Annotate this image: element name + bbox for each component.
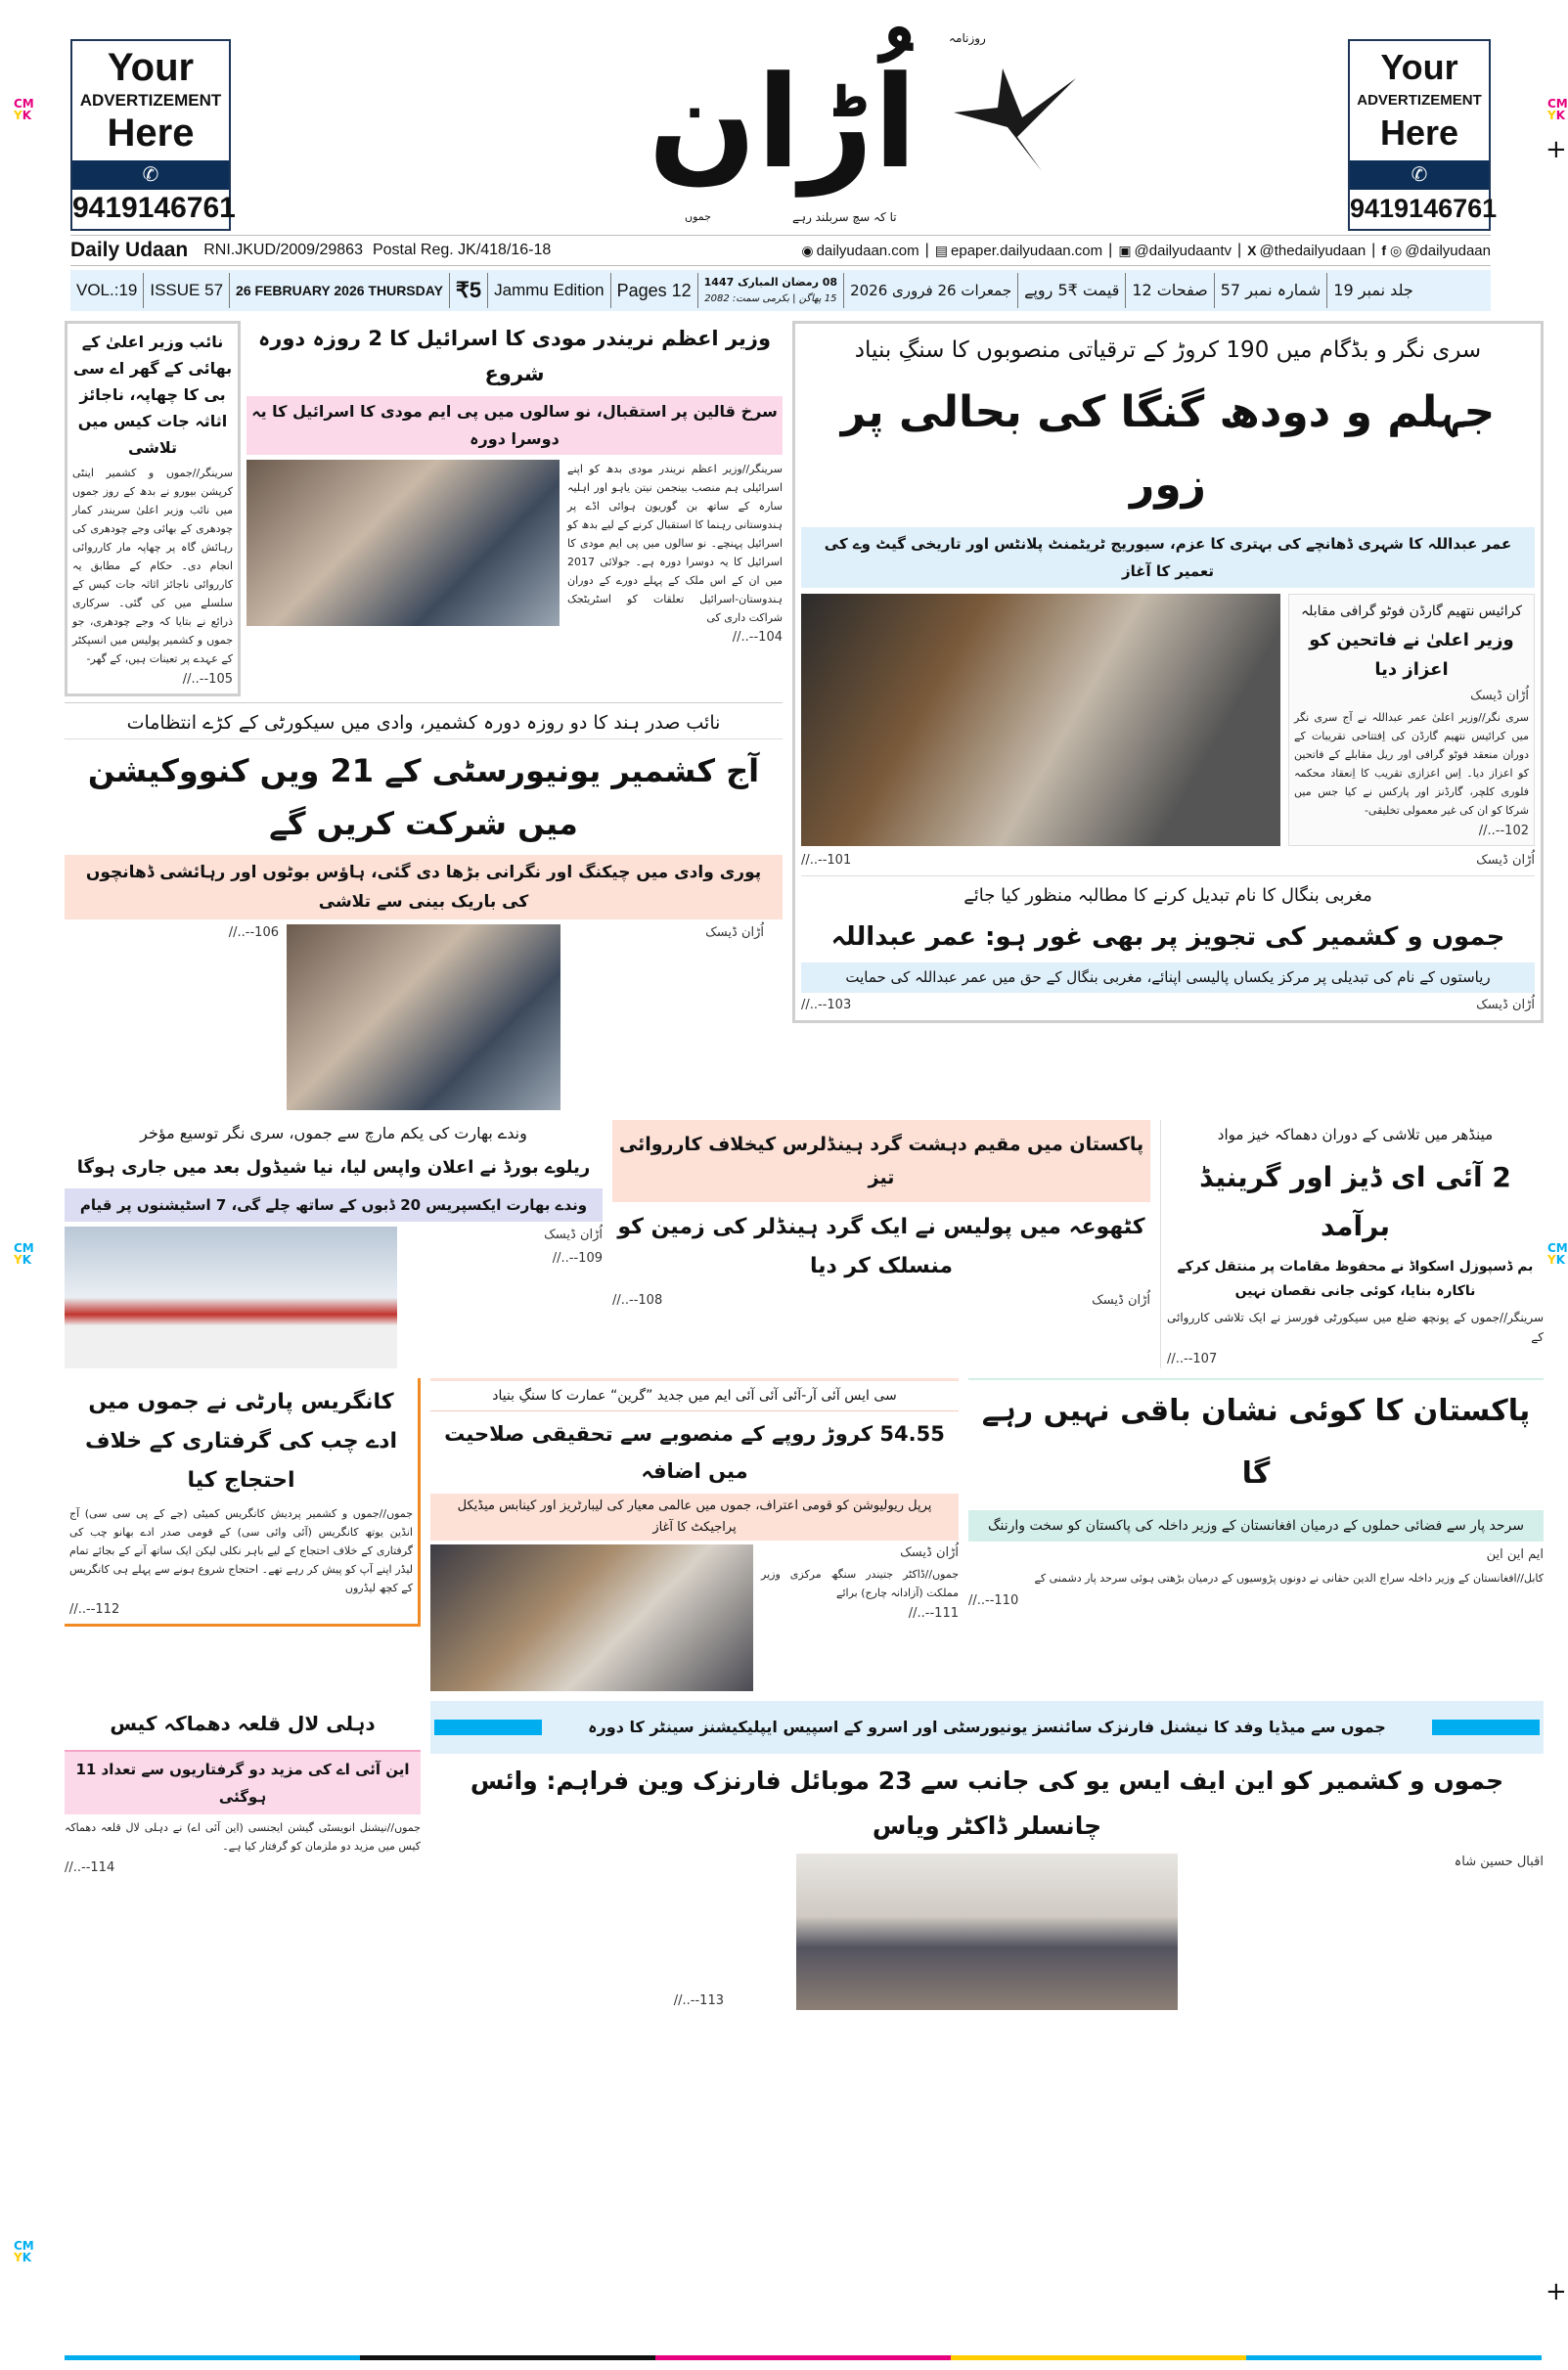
story-modi: [246, 321, 783, 647]
credit: ایم این این: [1486, 1547, 1544, 1562]
story-bengal: [801, 875, 1535, 1014]
credit: اُڑان ڈیسک: [705, 925, 764, 940]
story-ref: 105--..//: [182, 672, 233, 687]
subheadline: ریاستوں کے نام کی تبدیلی پر مرکز یکساں پالیسی اپنائے، مغربی بنگال کے حق میں عمر عبداللہ کی حمایت: [801, 962, 1535, 993]
lead-section: [792, 321, 1544, 1023]
website-link[interactable]: dailyudaan.com: [816, 242, 919, 259]
ad-phone: 9419146761: [1350, 194, 1498, 223]
crosshair-mark: +: [1546, 2277, 1567, 2306]
story-ref: 113--..//: [673, 1993, 724, 2008]
instagram-icon: ◎: [1389, 242, 1403, 258]
logo-text: اُڑان: [648, 48, 918, 197]
postal-reg: Postal Reg. JK/418/16-18: [372, 242, 552, 258]
story-body: جموں//نیشنل انویسٹی گیشن ایجنسی (این آئی اے) نے دہلی لال قلعہ دھماکہ کیس میں مزید دو ملزمان کو گرفتار کیا ہے۔: [65, 1821, 421, 1853]
subheadline: سرخ قالین پر استقبال، نو سالوں میں پی ایم مودی کا اسرائیل کا یہ دوسرا دورہ: [246, 396, 783, 455]
story-body: سرینگر//وزیر اعظم نریندر مودی بدھ کو اپنے اسرائیلی ہم منصب بینجمن نیتن یاہو اور اہلیہ سارہ کے ساتھ بن گوریون ہوائی اڈے پر ہندوستانی رہنما کا استقبال کرنے کے لیے بدھ کو اسرائیل پہنچے۔ نو سالوں میں پی ایم مودی کا اسرائیل کا یہ دوسرا دورہ ہے۔ جولائی 2017 میں ان کے اس ملک کے پہلے دورے کے دوران ہندوستان-اسرائیل تعلقات کو اسٹریٹجک شراکت داری کی: [567, 463, 783, 624]
story-body: سرینگر//جموں و کشمیر اینٹی کرپشن بیورو نے بدھ کے روز جموں میں نائب وزیر اعلیٰ سریندر کمار چودھری کے بھائی وجے چودھری کی رہائش گاہ پر چھاپہ مار کارروائی انجام دی۔ حکام کے مطابق یہ کارروائی ناجائز اثاثہ جات کیس کے سلسلے میں کی گئی۔ سرکاری ذرائع نے بتایا کہ وجے چودھری، جو جموں و کشمیر پولیس میں انسپکٹر کے عہدے پر تعینات ہیں، کے گھر-: [72, 467, 233, 665]
issue: ISSUE 57: [143, 273, 229, 308]
epaper-icon: ▤: [934, 242, 949, 258]
bird-icon: [949, 59, 1076, 176]
story-ref: 106--..//: [228, 925, 279, 940]
youtube-icon: ▣: [1118, 242, 1132, 258]
masthead-logo: [626, 29, 1076, 230]
headline: 2 آئی ای ڈیز اور گرینیڈ برآمد: [1199, 1161, 1511, 1242]
story-ref: 110--..//: [968, 1593, 1019, 1608]
date: 26 FEBRUARY 2026 THURSDAY: [229, 273, 449, 308]
third-section: [65, 1378, 1544, 1691]
headline: وزیر اعظم نریندر مودی کا اسرائیل کا 2 روزہ دورہ شروع: [257, 327, 772, 385]
ad-text: ADVERTIZEMENT: [1357, 92, 1482, 109]
registration-mark: CM YK: [14, 1241, 34, 1267]
hijri-date: [697, 273, 843, 308]
headline: جموں و کشمیر کی تجویز پر بھی غور ہو: عمر عبداللہ: [830, 922, 1505, 952]
top-section: [65, 321, 1544, 1110]
masthead: [0, 0, 1565, 233]
story-tulip: [1288, 594, 1535, 846]
ad-text: Here: [1379, 112, 1459, 153]
photo-jitendra-singh: [430, 1544, 753, 1691]
story-mendhar: [1160, 1120, 1544, 1368]
ad-phone: 9419146761: [72, 192, 236, 224]
pages: Pages 12: [610, 273, 697, 308]
credit: اُڑان ڈیسک: [1092, 1293, 1150, 1308]
story-pakistan-warning: [968, 1378, 1544, 1610]
registration-mark: CM YK: [14, 97, 34, 122]
subheadline: سرحد پار سے فضائی حملوں کے درمیان افغانستان کے وزیر داخلہ کی پاکستان کو سخت وارننگ: [968, 1510, 1544, 1542]
headline: نائب وزیر اعلیٰ کے بھائی کے گھر اے سی بی کا چھاپہ، ناجائز اثاثہ جات کیس میں تلاشی: [72, 333, 233, 457]
story-vande-bharat: [65, 1120, 603, 1368]
headline: 54.55 کروڑ روپے کے منصوبے سے تحقیقی صلاحیت میں اضافہ: [444, 1422, 945, 1483]
headline: آج کشمیر یونیورسٹی کے 21 ویں کنووکیشن میں شرکت کریں گے: [87, 752, 760, 842]
credit: اقبال حسین شاہ: [1454, 1855, 1544, 1869]
middle-section: [65, 1120, 1544, 1368]
banner-accent: [1432, 1720, 1540, 1735]
banner: [430, 1701, 1544, 1754]
story-body: کابل//افغانستان کے وزیر داخلہ سراج الدین حقانی نے دونوں پڑوسیوں کے درمیان بڑھتی ہوئی سرحد پار دشمنی کے: [1034, 1572, 1544, 1585]
story-body: جموں//جموں و کشمیر پردیش کانگریس کمیٹی (جے کے پی سی سی) آج انڈین یوتھ کانگریس (آئی وائی سی) کے قومی صدر ادے بھانو چب کی گرفتاری کے خلاف احتجاج کے لیے باہر نکلی لیکن ایک ساتھ آنے کے بجائے تمام لیڈر اپنے آپ کو پیش کر رہے تھے۔ احتجاج شروع ہونے سے پہلے ہی کانگریس کے کچھ لیڈروں: [69, 1507, 413, 1594]
headline: کٹھوعہ میں پولیس نے ایک گرد ہینڈلر کی زمین کو منسلک کر دیا: [617, 1215, 1145, 1278]
story-body: سرینگر//جموں کے پونچھ ضلع میں سیکورٹی فورسز نے ایک تلاشی کارروائی کے: [1167, 1311, 1544, 1344]
ad-text: Your: [1380, 47, 1458, 87]
credit: اُڑان ڈیسک: [544, 1228, 603, 1242]
story-body: سری نگر//وزیر اعلیٰ عمر عبداللہ نے آج سری نگر میں کرائیس نتھیم گارڈن کی اِفتتاحی تقریبات کے دوران منعقد فوٹو گرافی اور ریل مقابلے کے فاتحین کو اعزاز دیا۔ اِس اعزازی تقریب کا اِنعقاد محکمہ فلوری کلچر، گارڈنز اور پارکس نے کیا جس میں شرکا کو ان کی غیر معمولی تخلیقی-: [1294, 711, 1529, 817]
ad-text: Here: [107, 112, 195, 155]
color-registration-bar: [65, 2355, 1542, 2360]
headline: این آئی اے کی مزید دو گرفتاریوں سے تعداد 11 ہوگئی: [65, 1750, 421, 1814]
volume: VOL.:19: [76, 281, 138, 299]
bikrami: 15 پھاگن | بکرمی سمت: 2082: [704, 293, 837, 304]
price: ₹5: [449, 273, 487, 308]
story-kathua: [612, 1120, 1150, 1310]
credit: اُڑان ڈیسک: [1476, 998, 1535, 1012]
epaper-link[interactable]: epaper.dailyudaan.com: [951, 242, 1103, 259]
lead-headline: جہلم و دودھ گنگا کی بحالی پر زور: [840, 387, 1496, 510]
story-body: جموں//ڈاکٹر جتیندر سنگھ مرکزی وزیر مملکت (آزادانہ چارج) برائے: [761, 1568, 959, 1599]
youtube-link[interactable]: @dailyudaantv: [1134, 242, 1232, 259]
kicker: کرائیس نتھیم گارڈن فوٹو گرافی مقابلہ: [1300, 604, 1523, 619]
photo-modi-netanyahu: [246, 460, 560, 626]
story-ref: 108--..//: [612, 1293, 663, 1308]
kicker: دہلی لال قلعہ دھماکہ کیس: [110, 1712, 376, 1735]
story-cbi: [65, 321, 241, 696]
crosshair-mark: +: [1546, 135, 1567, 164]
headline: پاکستان کا کوئی نشان باقی نہیں رہے گا: [968, 1378, 1544, 1505]
headline: وزیر اعلیٰ نے فاتحین کو اعزاز دیا: [1309, 630, 1514, 680]
subheadline: عمر عبداللہ کا شہری ڈھانچے کی بہتری کا عزم، سیوریج ٹریٹمنٹ پلانٹس اور تاریخی گیٹ وے کی تعمیر کا آغاز: [801, 527, 1535, 588]
urdu-date: جمعرات 26 فروری 2026: [843, 273, 1017, 308]
credit: اُڑان ڈیسک: [1476, 853, 1535, 868]
ad-text: Your: [107, 46, 195, 89]
credit: اُڑان ڈیسک: [1470, 689, 1529, 703]
story-congress: [65, 1378, 421, 1627]
registration-mark: CM YK: [1547, 97, 1568, 122]
banner-accent: [434, 1720, 542, 1735]
urdu-volume: جلد نمبر 19: [1326, 273, 1418, 308]
kicker: پاکستان میں مقیم دہشت گرد ہینڈلرس کیخلاف کارروائی تیز: [612, 1120, 1150, 1202]
story-vice-president: [65, 702, 783, 1110]
headline: کانگریس پارٹی نے جموں میں ادے چب کی گرفتاری کے خلاف احتجاج کیا: [85, 1390, 397, 1493]
x-icon: X: [1247, 243, 1257, 258]
paper-name: Daily Udaan: [70, 239, 189, 261]
kicker: سی ایس آئی آر-آئی آئی آئی ایم میں جدید ”گرین“ عمارت کا سنگِ بنیاد: [430, 1378, 959, 1411]
story-delhi-blast: [65, 1701, 421, 1877]
photo-train: [65, 1227, 397, 1368]
story-ref: 112--..//: [69, 1602, 120, 1617]
story-sit: [430, 1378, 959, 1691]
credit: اُڑان ڈیسک: [900, 1545, 959, 1560]
x-link[interactable]: @thedailyudaan: [1259, 242, 1366, 259]
subheadline: وندے بھارت ایکسپریس 20 ڈبوں کے ساتھ چلے گی، 7 اسٹیشنوں پر قیام: [65, 1188, 603, 1222]
registration-mark: CM YK: [14, 2239, 34, 2264]
globe-icon: ◉: [801, 242, 814, 258]
facebook-icon: f: [1381, 243, 1386, 258]
kicker: مینڈھر میں تلاشی کے دوران دھماکہ خیز مواد: [1217, 1126, 1494, 1143]
logo-prefix: روزنامہ: [949, 31, 986, 45]
kicker: جموں سے میڈیا وفد کا نیشنل فارنزک سائنسز یونیورسٹی اور اسرو کے اسپیس ایپلیکیشنز سینٹر کا دورہ: [588, 1718, 1386, 1736]
registration-mark: CM YK: [1547, 1241, 1568, 1267]
subheadline: بم ڈسپوزل اسکواڈ نے محفوظ مقامات پر منتقل کرکے ناکارہ بنایا، کوئی جانی نقصان نہیں: [1177, 1259, 1534, 1299]
phone-icon: ✆: [1350, 160, 1489, 190]
date-bar: [70, 270, 1491, 311]
story-ref: 102--..//: [1478, 824, 1529, 838]
story-ref: 114--..//: [65, 1860, 115, 1875]
bottom-section: [65, 1701, 1544, 2010]
story-ref: 101--..//: [801, 853, 852, 868]
top-left-column: [65, 321, 783, 1110]
urdu-pages: صفحات 12: [1125, 273, 1213, 308]
story-ref: 104--..//: [732, 630, 783, 645]
urdu-issue: شمارہ نمبر 57: [1214, 273, 1327, 308]
hijri: 08 رمضان المبارک 1447: [703, 276, 838, 289]
story-ref: 109--..//: [552, 1251, 603, 1266]
kicker: سری نگر و بڈگام میں 190 کروڑ کے ترقیاتی منصوبوں کا سنگِ بنیاد: [854, 337, 1482, 363]
edition: Jammu Edition: [487, 273, 609, 308]
urdu-price: قیمت ₹5 روپے: [1017, 273, 1125, 308]
social-link[interactable]: @dailyudaan: [1405, 242, 1491, 259]
kicker: مغربی بنگال کا نام تبدیل کرنے کا مطالبہ منظور کیا جائے: [963, 885, 1372, 906]
kicker: نائب صدر ہند کا دو روزہ دورہ کشمیر، وادی میں سیکورٹی کے کڑے انتظامات: [65, 707, 783, 739]
story-forensic: [430, 1701, 1544, 2010]
info-strip: Daily Udaan RNI.JKUD/2009/29863 Postal Reg. JK/418/16-18 ◉ dailyudaan.com | ▤ epaper.dailyudaan.com | ▣ @dailyudaantv | X @thedailyudaan | f ◎ @dailyudaan: [70, 235, 1491, 266]
headline: ریلوے بورڈ نے اعلان واپس لیا، نیا شیڈول بعد میں جاری ہوگا: [76, 1157, 591, 1178]
headline: جموں و کشمیر کو این ایف ایس یو کی جانب سے 23 موبائل فارنزک وین فراہم: وائس چانسلر ڈاکٹر ویاس: [470, 1766, 1504, 1840]
subheadline: پرپل ریولیوشن کو قومی اعتراف، جموں میں عالمی معیار کی لیبارٹریز اور کینابس میڈیکل پراجیکٹ کا آغاز: [430, 1494, 959, 1541]
rni-number: RNI.JKUD/2009/29863: [203, 242, 363, 258]
story-ref: 107--..//: [1167, 1352, 1218, 1366]
phone-icon: ✆: [72, 160, 229, 190]
photo-vice-president: [287, 924, 560, 1110]
photo-media-delegation: [796, 1854, 1178, 2010]
subheadline: پوری وادی میں چیکنگ اور نگرانی بڑھا دی گئی، ہاؤس بوٹوں اور رہائشی ڈھانچوں کی باریک بینی سے تلاشی: [65, 855, 783, 919]
story-ref: 111--..//: [908, 1606, 959, 1621]
advertisement-right[interactable]: [1348, 39, 1498, 231]
tagline: تا کہ سچ سربلند رہے: [792, 210, 897, 224]
ad-text: ADVERTIZEMENT: [79, 91, 222, 110]
photo-foundation-stone: [801, 594, 1280, 846]
advertisement-left[interactable]: [70, 39, 236, 231]
city: جموں: [685, 210, 711, 223]
kicker: وندے بھارت کی یکم مارچ سے جموں، سری نگر توسیع مؤخر: [140, 1124, 527, 1142]
story-ref: 103--..//: [801, 998, 852, 1012]
